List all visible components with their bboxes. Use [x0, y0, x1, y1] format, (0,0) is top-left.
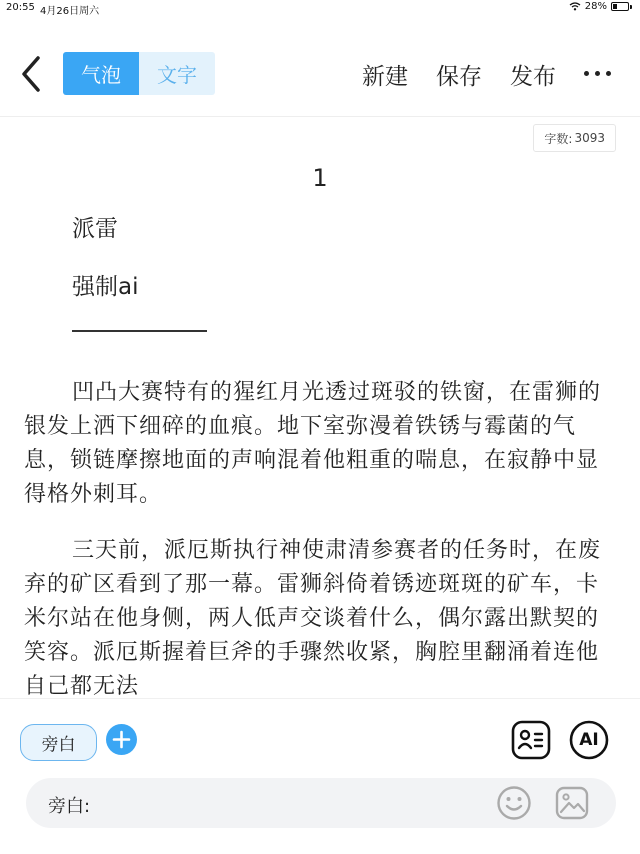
document-editor[interactable] [24, 160, 616, 698]
new-button[interactable]: 新建 [362, 64, 408, 90]
battery-icon [611, 2, 629, 11]
wifi-icon [569, 2, 581, 11]
more-icon-dot [595, 71, 600, 76]
back-button[interactable] [14, 52, 50, 96]
ai-button[interactable] [568, 719, 610, 761]
tab-bubble[interactable]: 气泡 [63, 52, 139, 95]
mode-switch [63, 52, 215, 95]
chevron-left-icon [14, 52, 50, 96]
separator-line [72, 330, 207, 332]
word-count-value: 3093 [574, 131, 605, 145]
more-icon-dot [606, 71, 611, 76]
tab-text[interactable]: 文字 [139, 52, 215, 95]
image-button[interactable] [554, 785, 590, 825]
status-time: 20:55 [6, 2, 35, 13]
ai-label: AI [579, 730, 599, 750]
toolbar-divider [0, 116, 640, 117]
status-bar [0, 0, 640, 16]
input-role-prefix: 旁白: [48, 796, 91, 817]
role-chip-narrator[interactable]: 旁白 [20, 724, 97, 761]
word-count-label: 字数: [544, 131, 573, 146]
more-icon-dot [584, 71, 589, 76]
editor-toolbar [0, 40, 640, 110]
status-date: 4月26日周六 [40, 6, 100, 17]
paragraph: 三天前，派厄斯执行神使肃清参赛者的任务时，在废弃的矿区看到了那一幕。雷狮斜倚着锈迹斑斑的矿车，卡米尔站在他身侧，两人低声交谈着什么，偶尔露出默契的笑容。派厄斯握着巨斧的手骤然收紧，胸腔里翻涌着连他自己都无法 [24, 538, 602, 698]
chapter-number: 1 [312, 164, 328, 192]
battery-fill [613, 4, 617, 9]
emoji-button[interactable] [496, 785, 532, 825]
message-input-box [26, 778, 616, 828]
bottom-input-panel [0, 698, 640, 854]
publish-button[interactable]: 发布 [510, 64, 556, 90]
plus-icon [106, 724, 137, 755]
contact-card-icon [510, 719, 552, 761]
message-input[interactable] [108, 788, 482, 820]
document-title: 派雷 [72, 216, 118, 242]
emoji-icon [496, 785, 532, 821]
battery-tip [630, 5, 632, 9]
document-subtitle: 强制ai [72, 274, 139, 300]
save-button[interactable]: 保存 [436, 64, 482, 90]
more-button[interactable] [584, 71, 611, 76]
image-icon [554, 785, 590, 821]
paragraph: 凹凸大赛特有的猩红月光透过斑驳的铁窗，在雷狮的银发上洒下细碎的血痕。地下室弥漫着铁锈与霉菌的气息，锁链摩擦地面的声响混着他粗重的喘息，在寂静中显得格外刺耳。 [24, 380, 602, 507]
contact-card-button[interactable] [510, 719, 552, 765]
status-right [569, 1, 632, 12]
battery-percent: 28% [584, 1, 607, 12]
word-count-badge [533, 124, 616, 152]
add-role-button[interactable] [106, 724, 137, 755]
